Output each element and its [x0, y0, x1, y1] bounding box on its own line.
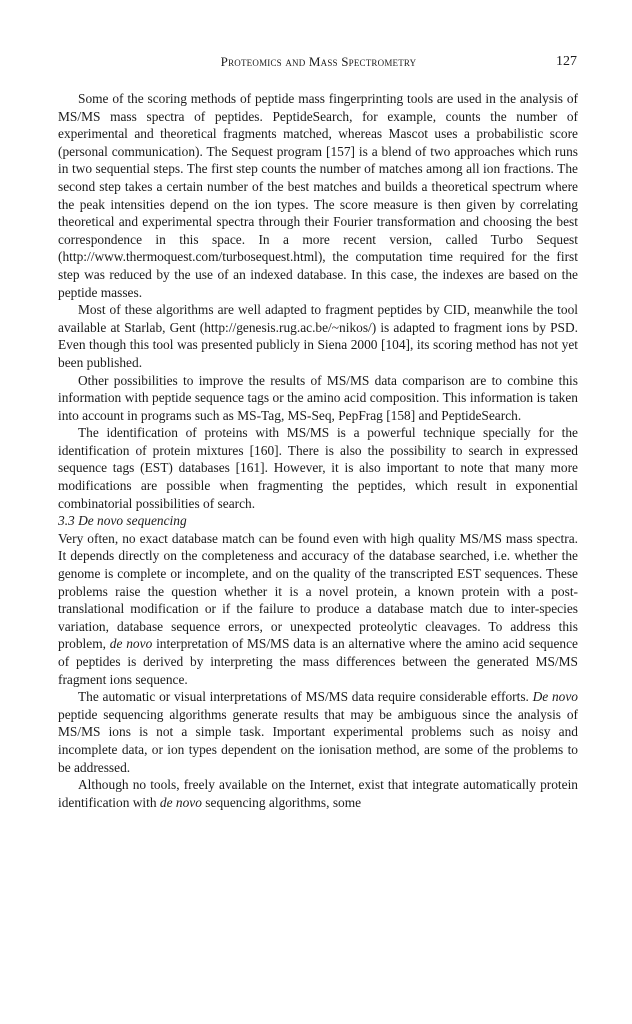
text-run: Although no tools, freely available on the Internet, exist that integrate automatically protein identification with — [58, 777, 578, 810]
text-run: Very often, no exact database match can be found even with high quality MS/MS mass spectra. It depends directly on the completeness and accuracy of the database searched, i.e. whether the genome is complete or incomplete, and on the quality of the transcripted EST sequences. These problems raise the question whether it is a novel protein, a known protein with a post-translational modification or if the failure to produce a database match due to inter-species variation, database sequence errors, or unexpected proteolytic cleavages. To address this problem, — [58, 530, 578, 652]
page-number: 127 — [556, 54, 577, 69]
emphasis: De novo — [532, 689, 578, 705]
paragraph — [58, 530, 578, 688]
paragraph: The identification of proteins with MS/MS is a powerful technique specially for the identification of protein mixtures [160]. There is also the possibility to search in expressed sequence tags (EST) databases [161]. However, it is also important to note that many more modifications are possible when fragmenting the peptides, which result in exponential combinatorial possibilities of search. — [58, 425, 578, 511]
text-run: peptide sequencing algorithms generate results that may be ambiguous since the analysis of MS/MS ions is not a simple task. Important experimental problems such as noisy and incomplete data, or ion types dependent on the ionisation method, are some of the problems to be addressed. — [58, 706, 578, 775]
running-head — [60, 53, 577, 73]
paragraph: Most of these algorithms are well adapted to fragment peptides by CID, meanwhile the tool available at Starlab, Gent (http://genesis.rug.ac.be/~nikos/) is adapted to fragment ions by PSD. Even though this tool was presented publicly in Siena 2000 [104], its scoring method has not yet been published. — [58, 302, 578, 370]
section-heading: 3.3 De novo sequencing — [58, 513, 187, 529]
paragraph: Other possibilities to improve the results of MS/MS data comparison are to combine this information with peptide sequence tags or the amino acid composition. This information is taken into account in programs such as MS-Tag, MS-Seq, PepFrag [158] and PeptideSearch. — [58, 372, 578, 423]
paragraph — [58, 776, 578, 811]
paragraph — [58, 688, 578, 776]
text-run: interpretation of MS/MS data is an alternative where the amino acid sequence of peptides is derived by interpreting the mass differences between the generated MS/MS fragment ions sequence. — [58, 636, 578, 687]
text-run: The automatic or visual interpretations of MS/MS data require considerable efforts. — [78, 689, 533, 705]
emphasis: de novo — [159, 794, 202, 810]
paragraph: Some of the scoring methods of peptide mass fingerprinting tools are used in the analysis of MS/MS mass spectra of peptides. PeptideSearch, for example, counts the number of experimental and theoretical fragments matched, whereas Mascot uses a probabilistic score (personal communication). The Sequest program [157] is a blend of two approaches which runs in two sequential steps. The first step counts the number of matches among all ion fractions. The second step takes a certain number of the best matches and builds a theoretical spectrum where the peak intensities depend on the ion types. The score measure is then given by correlating theoretical and experimental spectra through their Fourier transformation and choosing the best correspondence in this space. In a more recent version, called Turbo Sequest (http://www.thermoquest.com/turbosequest.html), the computation time required for the first step was reduced by the use of an indexed database. In this case, the indexes are based on the peptide masses. — [58, 91, 578, 300]
emphasis: de novo — [109, 636, 153, 652]
text-run: sequencing algorithms, some — [201, 794, 362, 810]
body-text — [58, 90, 578, 811]
running-title: Proteomics and Mass Spectrometry — [220, 54, 417, 69]
